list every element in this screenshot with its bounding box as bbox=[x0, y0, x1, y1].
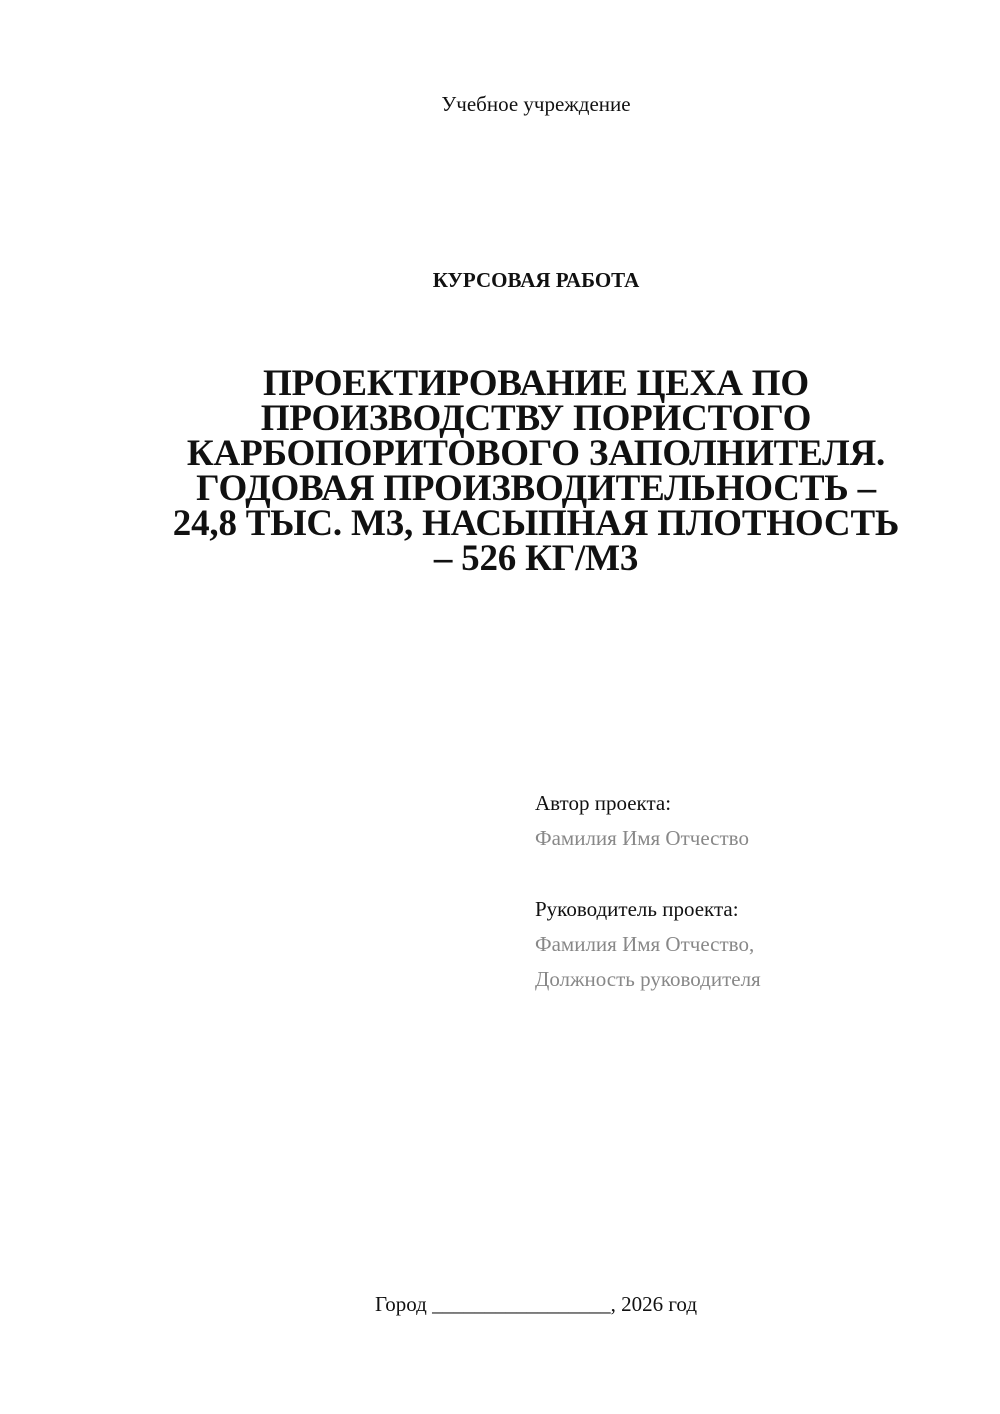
supervisor-name-placeholder: Фамилия Имя Отчество, bbox=[535, 932, 755, 956]
title-line: КАРБОПОРИТОВОГО ЗАПОЛНИТЕЛЯ. bbox=[186, 433, 886, 474]
supervisor-position-placeholder: Должность руководителя bbox=[535, 967, 761, 991]
title-line: ПРОИЗВОДСТВУ ПОРИСТОГО bbox=[260, 398, 812, 439]
work-title bbox=[140, 363, 932, 579]
title-line: 24,8 ТЫС. М3, НАСЫПНАЯ ПЛОТНОСТЬ bbox=[172, 503, 900, 544]
supervisor-label: Руководитель проекта: bbox=[535, 897, 739, 921]
document-type: КУРСОВАЯ РАБОТА bbox=[432, 268, 640, 292]
author-label: Автор проекта: bbox=[535, 791, 672, 815]
title-line: ГОДОВАЯ ПРОИЗВОДИТЕЛЬНОСТЬ – bbox=[196, 468, 876, 509]
city-year-line: Город _________________, 2026 год bbox=[374, 1292, 698, 1316]
institution-name: Учебное учреждение bbox=[441, 92, 631, 116]
title-line: – 526 КГ/М3 bbox=[433, 538, 639, 579]
title-line: ПРОЕКТИРОВАНИЕ ЦЕХА ПО bbox=[263, 363, 809, 404]
author-name-placeholder: Фамилия Имя Отчество bbox=[535, 826, 749, 850]
